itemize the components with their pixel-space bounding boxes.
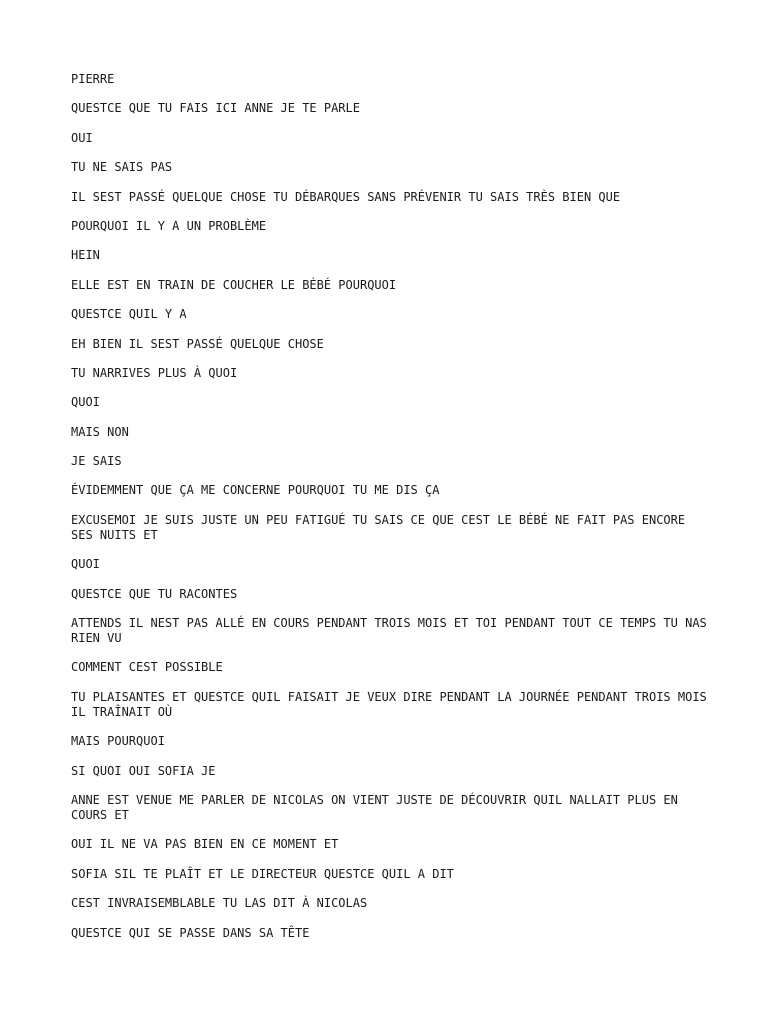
transcript-line: QUESTCE QUE TU FAIS ICI ANNE JE TE PARLE <box>71 101 360 116</box>
transcript-line: SOFIA SIL TE PLAÎT ET LE DIRECTEUR QUESTCE QUIL A DIT <box>71 866 454 881</box>
transcript-line: POURQUOI IL Y A UN PROBLÈME <box>71 218 267 233</box>
transcript-line: ÉVIDEMMENT QUE ÇA ME CONCERNE POURQUOI TU ME DIS ÇA <box>71 483 440 498</box>
transcript-line: IL SEST PASSÉ QUELQUE CHOSE TU DÉBARQUES SANS PRÉVENIR TU SAIS TRÈS BIEN QUE <box>71 189 621 204</box>
transcript-line: ANNE EST VENUE ME PARLER DE NICOLAS ON VIENT JUSTE DE DÉCOUVRIR QUIL NALLAIT PLUS EN COURS ET <box>71 792 678 822</box>
transcript-line: TU PLAISANTES ET QUESTCE QUIL FAISAIT JE VEUX DIRE PENDANT LA JOURNÉE PENDANT TROIS MOIS IL TRAÎNAIT OÙ <box>71 689 707 719</box>
transcript-line: COMMENT CEST POSSIBLE <box>71 660 223 675</box>
transcript-line: QUOI <box>71 557 100 572</box>
transcript-line: JE SAIS <box>71 454 122 469</box>
transcript-line: QUESTCE QUI SE PASSE DANS SA TÊTE <box>71 925 310 940</box>
transcript-line: HEIN <box>71 248 100 263</box>
transcript-line: OUI <box>71 130 93 145</box>
transcript-line: ATTENDS IL NEST PAS ALLÉ EN COURS PENDANT TROIS MOIS ET TOI PENDANT TOUT CE TEMPS TU NAS RIEN VU <box>71 616 707 646</box>
transcript-line: QUOI <box>71 395 100 410</box>
transcript-line: SI QUOI OUI SOFIA JE <box>71 763 216 778</box>
transcript-line: OUI IL NE VA PAS BIEN EN CE MOMENT ET <box>71 837 339 852</box>
transcript-line: QUESTCE QUE TU RACONTES <box>71 586 238 601</box>
transcript-line: PIERRE <box>71 72 115 86</box>
transcript-line: MAIS POURQUOI <box>71 734 165 749</box>
transcript-line: QUESTCE QUIL Y A <box>71 307 187 322</box>
transcript-line: TU NE SAIS PAS <box>71 160 173 175</box>
transcript-line: TU NARRIVES PLUS À QUOI <box>71 365 238 380</box>
transcript-line: ELLE EST EN TRAIN DE COUCHER LE BÉBÉ POURQUOI <box>71 277 397 292</box>
transcript-line: EXCUSEMOI JE SUIS JUSTE UN PEU FATIGUÉ TU SAIS CE QUE CEST LE BÉBÉ NE FAIT PAS ENCORE SES NUITS ET <box>71 512 686 542</box>
transcript-line: MAIS NON <box>71 424 129 439</box>
transcript-line: EH BIEN IL SEST PASSÉ QUELQUE CHOSE <box>71 336 324 351</box>
transcript-text <box>71 72 711 955</box>
transcript-line: CEST INVRAISEMBLABLE TU LAS DIT À NICOLAS <box>71 896 368 911</box>
